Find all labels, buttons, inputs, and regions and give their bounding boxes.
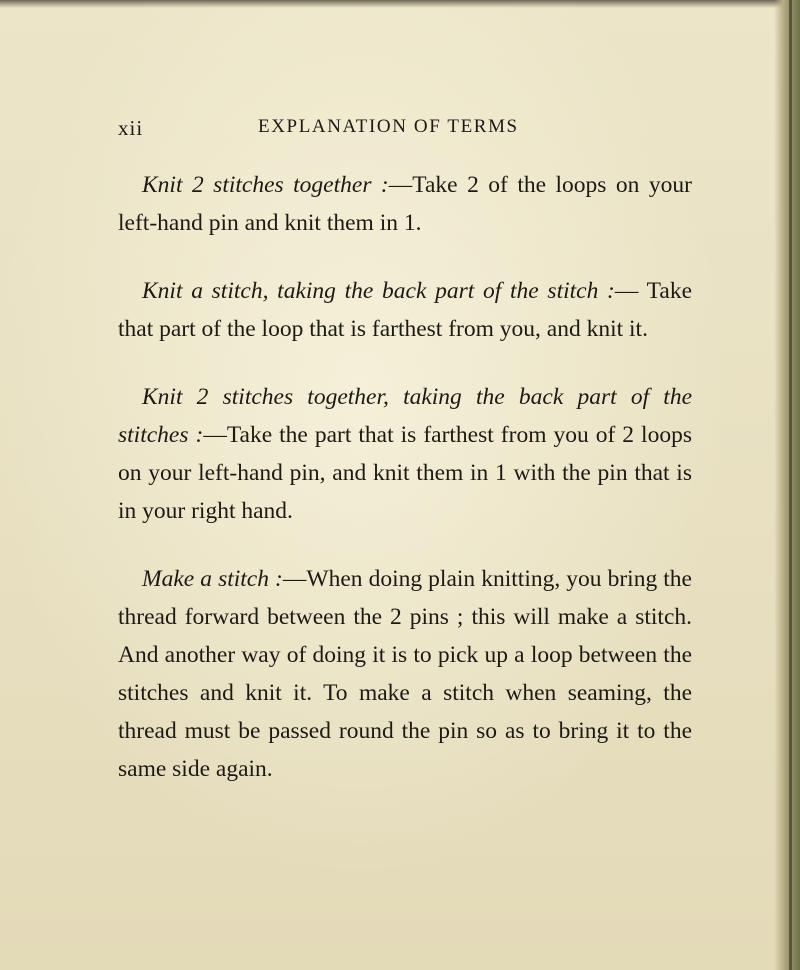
entry-definition: — Take that part of the loop that is farthest from you, and knit it. [118, 278, 693, 342]
page-header [118, 116, 678, 140]
entry-term: Knit 2 stitches together, taking the back part of the stitches : [118, 384, 692, 448]
entry-term: Knit 2 stitches together : [142, 172, 389, 198]
page-body [118, 166, 692, 818]
entry-knit-back-part [118, 272, 692, 348]
entry-knit-two-together [118, 166, 692, 242]
entry-definition: —Take the part that is farthest from you of 2 loops on your left-hand pin, and knit them in 1 with the pin that is in your right hand. [118, 422, 692, 524]
entry-definition: —When doing plain knitting, you bring the thread forward between the 2 pins ; this will make a stitch. And another way of doing it is to pick up a loop between the stitches and knit it. To make a stitch when seaming, the thread must be passed round the pin so as to bring it to the same side again. [118, 566, 692, 782]
entry-term: Make a stitch : [142, 566, 283, 592]
page-binding-edge [774, 0, 800, 970]
page-binding-line [789, 0, 792, 970]
entry-term: Knit a stitch, taking the back part of the stitch : [142, 278, 615, 304]
running-head: EXPLANATION OF TERMS [258, 116, 519, 137]
page-number: xii [118, 116, 144, 140]
entry-make-a-stitch [118, 560, 692, 788]
page-top-edge [0, 0, 800, 8]
entry-definition: —Take 2 of the loops on your left-hand pin and knit them in 1. [118, 172, 692, 236]
entry-knit-two-back-part [118, 378, 692, 530]
